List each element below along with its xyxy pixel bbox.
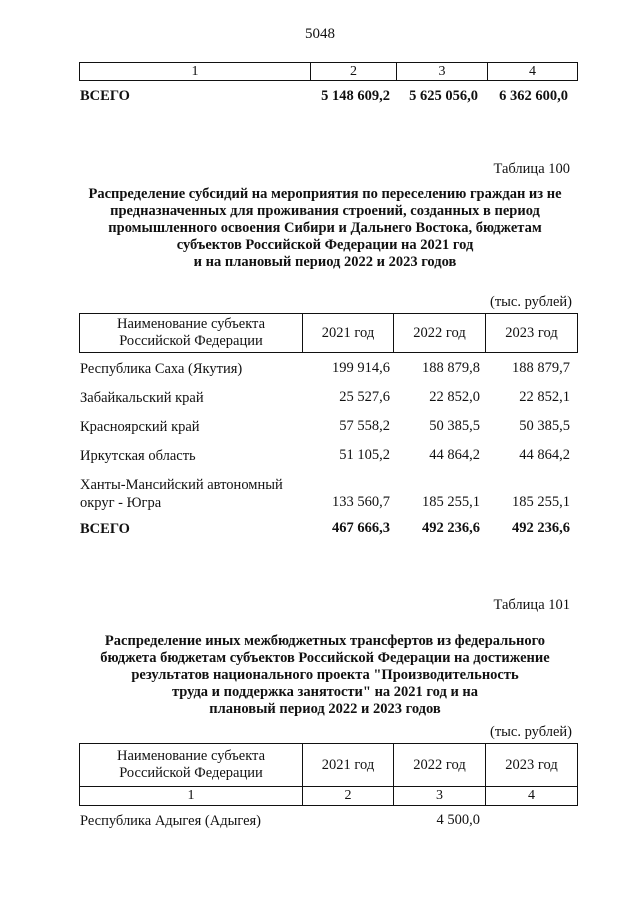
table-101-caption: Таблица 101 [493,597,570,613]
header-2022: 2022 год [394,744,486,787]
table-101-header [79,743,578,806]
header-2022: 2022 год [394,314,486,353]
title-line: субъектов Российской Федерации на 2021 год [176,237,474,253]
total-label: ВСЕГО [80,88,130,104]
value-2022: 4 500,0 [436,812,480,828]
value-2023: 188 879,7 [512,360,570,376]
row-name: Ханты-Мансийский автономный округ - Югра [80,477,283,511]
header-2021: 2021 год [303,314,394,353]
column-number: 1 [80,787,303,806]
table-100-header [79,313,578,353]
value-2022: 44 864,2 [429,447,480,463]
table-101-title [60,633,590,718]
column-number: 4 [488,63,578,81]
continued-total-row [0,88,640,108]
column-number: 3 [397,63,488,81]
total-value: 5 148 609,2 [321,88,390,104]
title-line: результатов национального проекта "Производительность [131,667,519,683]
title-line: бюджета бюджетам субъектов Российской Федерации на достижение [100,650,550,666]
header-2023: 2023 год [486,744,578,787]
header-2023: 2023 год [486,314,578,353]
value-2022: 50 385,5 [429,418,480,434]
table-100-caption: Таблица 100 [493,161,570,177]
value-2021: 199 914,6 [332,360,390,376]
title-line: плановый период 2022 и 2023 годов [209,701,441,717]
value-2023: 185 255,1 [512,494,570,510]
value-2021: 25 527,6 [339,389,390,405]
column-number: 4 [486,787,578,806]
title-line: предназначенных для проживания строений, созданных в период [110,203,540,219]
total-2022: 492 236,6 [422,520,480,536]
row-name: Республика Саха (Якутия) [80,361,243,377]
value-2023: 50 385,5 [519,418,570,434]
column-number: 2 [303,787,394,806]
table-100-title [60,186,590,271]
column-number: 1 [80,63,311,81]
title-line: труда и поддержка занятости" на 2021 год и на [171,684,479,700]
row-name: Забайкальский край [80,390,204,406]
title-line: Распределение субсидий на мероприятия по переселению граждан из не [88,186,562,202]
total-2021: 467 666,3 [332,520,390,536]
row-name: Республика Адыгея (Адыгея) [80,813,262,829]
header-name: Наименование субъекта Российской Федерации [80,314,303,353]
row-name: Красноярский край [80,419,200,435]
value-2022: 185 255,1 [422,494,480,510]
total-value: 6 362 600,0 [499,88,568,104]
continued-table-column-numbers [79,62,578,81]
page-number: 5048 [305,26,335,42]
column-number: 3 [394,787,486,806]
value-2022: 188 879,8 [422,360,480,376]
table-101-units: (тыс. рублей) [490,724,572,740]
value-2022: 22 852,0 [429,389,480,405]
table-100-units: (тыс. рублей) [490,294,572,310]
title-line: Распределение иных межбюджетных трансфертов из федерального [104,633,546,649]
total-label: ВСЕГО [80,521,130,537]
row-name: Иркутская область [80,448,196,464]
value-2021: 133 560,7 [332,494,390,510]
value-2023: 22 852,1 [519,389,570,405]
value-2021: 57 558,2 [339,418,390,434]
column-number: 2 [311,63,397,81]
total-value: 5 625 056,0 [409,88,478,104]
title-line: и на плановый период 2022 и 2023 годов [193,254,457,270]
value-2023: 44 864,2 [519,447,570,463]
header-name: Наименование субъекта Российской Федерации [80,744,303,787]
header-2021: 2021 год [303,744,394,787]
value-2021: 51 105,2 [339,447,390,463]
title-line: промышленного освоения Сибири и Дальнего Востока, бюджетам [108,220,542,236]
total-2023: 492 236,6 [512,520,570,536]
